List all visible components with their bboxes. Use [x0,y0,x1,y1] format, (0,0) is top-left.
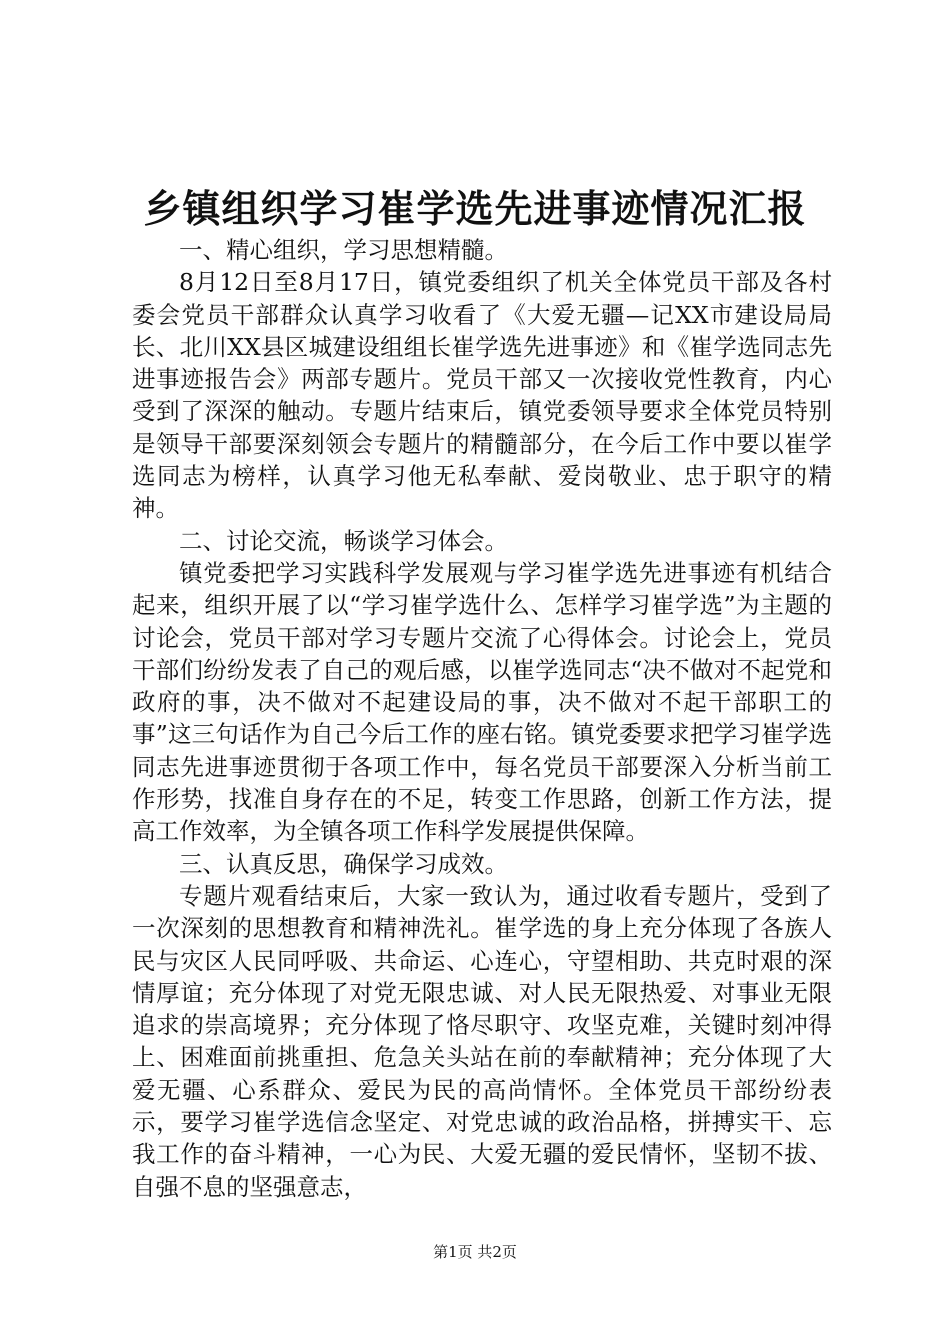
body-paragraph-2: 镇党委把学习实践科学发展观与学习崔学选先进事迹有机结合起来，组织开展了以“学习崔学选什么、怎样学习崔学选”为主题的讨论会，党员干部对学习专题片交流了心得体会。讨论会上，党员干部们纷纷发表了自己的观后感，以崔学选同志“决不做对不起党和政府的事，决不做对不起建设局的事，决不做对不起干部职工的事”这三句话作为自己今后工作的座右铭。镇党委要求把学习崔学选同志先进事迹贯彻于各项工作中，每名党员干部要深入分析当前工作形势，找准自身存在的不足，转变工作思路，创新工作方法，提高工作效率，为全镇各项工作科学发展提供保障。 [132,558,832,846]
section-heading-1: 一、精心组织，学习思想精髓。 [179,236,508,264]
body-paragraph-3: 专题片观看结束后，大家一致认为，通过收看专题片，受到了一次深刻的思想教育和精神洗礼。崔学选的身上充分体现了各族人民与灾区人民同呼吸、共命运、心连心，守望相助、共克时艰的深情厚谊；充分体现了对党无限忠诚、对人民无限热爱、对事业无限追求的崇高境界；充分体现了恪尽职守、攻坚克难，关键时刻冲得上、困难面前挑重担、危急关头站在前的奉献精神；充分体现了大爱无疆、心系群众、爱民为民的高尚情怀。全体党员干部纷纷表示，要学习崔学选信念坚定、对党忠诚的政治品格，拼搏实干、忘我工作的奋斗精神，一心为民、大爱无疆的爱民情怀，坚韧不拔、自强不息的坚强意志， [132,881,832,1201]
body-paragraph-1: 8月12日至8月17日，镇党委组织了机关全体党员干部及各村委会党员干部群众认真学习收看了《大爱无疆—记XX市建设局局长、北川XX县区城建设组组长崔学选先进事迹》和《崔学选同志先进事迹报告会》两部专题片。党员干部又一次接收党性教育，内心受到了深深的触动。专题片结束后，镇党委领导要求全体党员特别是领导干部要深刻领会专题片的精髓部分，在今后工作中要以崔学选同志为榜样，认真学习他无私奉献、爱岗敬业、忠于职守的精神。 [132,268,832,523]
document-title: 乡镇组织学习崔学选先进事迹情况汇报 [143,186,807,231]
page-number-footer: 第1页 共2页 [433,1243,517,1261]
section-heading-3: 三、认真反思，确保学习成效。 [179,849,508,878]
document-body [132,234,832,1203]
section-heading-2: 二、讨论交流，畅谈学习体会。 [179,526,508,555]
